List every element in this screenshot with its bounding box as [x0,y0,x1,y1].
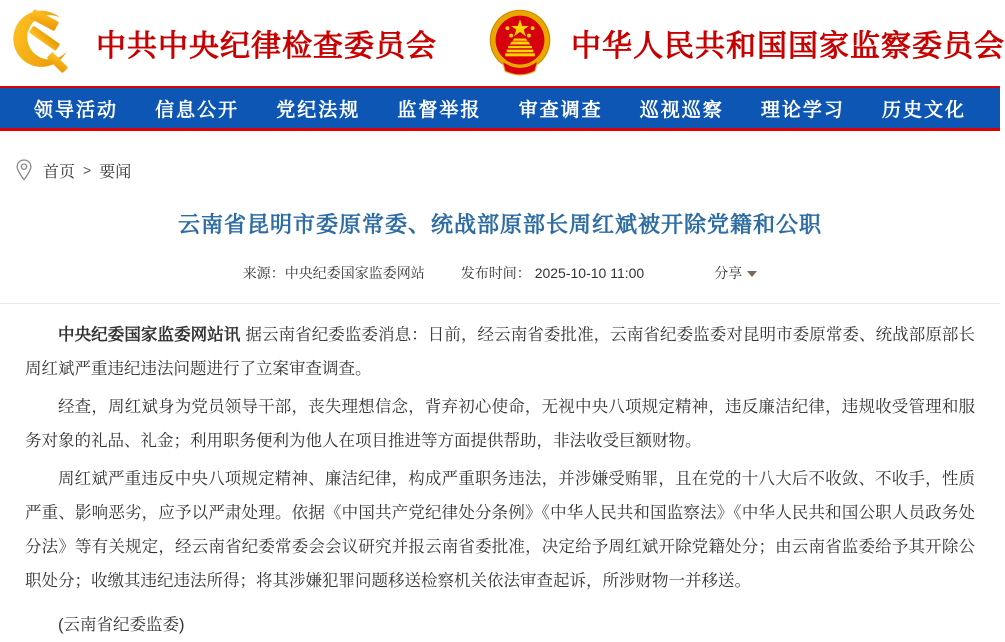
article-meta [25,263,975,283]
source-label: 来源： [242,265,285,281]
article-paragraph: 周红斌严重违反中央八项规定精神、廉洁纪律，构成严重职务违法，并涉嫌受贿罪，且在党的十八大后不收敛、不收手，性质严重、影响恶劣，应予以严肃处理。依据《中国共产党纪律处分条例》《中华人民共和国监察法》《中华人民共和国公职人员政务处分法》等有关规定，经云南省纪委常委会会议研究并报云南省委批准，决定给予周红斌开除党籍处分；由云南省监委给予其开除公职处分；收缴其违纪违法所得；将其涉嫌犯罪问题移送检察机关依法审查起诉，所涉财物一并移送。 [25,470,975,590]
article-paragraph: 中央纪委国家监委网站讯 据云南省纪委监委消息：日前，经云南省委批准，云南省纪委监委对昆明市委原常委、统战部原部长周红斌严重违纪违法问题进行了立案审查调查。 [25,326,976,378]
article-paragraph: 经查，周红斌身为党员领导干部，丧失理想信念，背弃初心使命，无视中央八项规定精神，违反廉洁纪律，违规收受管理和服务对象的礼品、礼金；利用职务便利为他人在项目推进等方面提供帮助，非法收受巨额财物。 [25,398,975,450]
news-article [0,208,1000,642]
nav-item-leadership[interactable]: 领导活动 [34,99,119,121]
nav-item-regulations[interactable]: 党纪法规 [276,99,361,121]
cpc-hammer-sickle-emblem-icon [8,6,82,80]
article-title: 云南省昆明市委原常委、统战部原部长周红斌被开除党籍和公职 [177,212,822,237]
article-body [25,318,975,642]
nav-item-theory[interactable]: 理论学习 [760,99,845,121]
nav-item-investigate[interactable]: 审查调查 [518,99,603,121]
breadcrumb-current[interactable]: 要闻 [99,163,132,181]
site-header [0,0,1005,86]
article-publish-time [461,263,644,283]
share-label: 分享 [714,265,743,281]
share-button[interactable] [714,263,757,283]
nsc-title: 中华人民共和国国家监察委员会 [571,30,1005,63]
chevron-down-icon [747,271,757,277]
article-attribution: (云南省纪委监委) [58,616,185,634]
meta-divider [0,303,1000,304]
breadcrumb-home[interactable]: 首页 [43,163,76,181]
cndi-title: 中共中央纪律检查委员会 [96,30,437,63]
nsc-brand[interactable] [483,6,1005,80]
breadcrumb [14,158,1000,182]
location-pin-icon [14,158,34,182]
nav-item-inspection[interactable]: 巡视巡察 [639,99,724,121]
publish-time-value: 2025-10-10 11:00 [534,265,645,281]
breadcrumb-separator: > [83,162,92,178]
cndi-brand[interactable] [8,6,437,80]
paragraph-lead: 中央纪委国家监委网站讯 [58,326,241,344]
article-source [243,263,425,283]
main-nav [0,86,1000,131]
main-content [0,158,1000,642]
prc-national-emblem-icon [483,6,557,80]
nav-item-history[interactable]: 历史文化 [881,99,966,121]
source-value: 中央纪委国家监委网站 [284,265,425,281]
nav-item-info[interactable]: 信息公开 [155,99,240,121]
nav-item-report[interactable]: 监督举报 [397,99,482,121]
publish-time-label: 发布时间： [460,265,531,281]
